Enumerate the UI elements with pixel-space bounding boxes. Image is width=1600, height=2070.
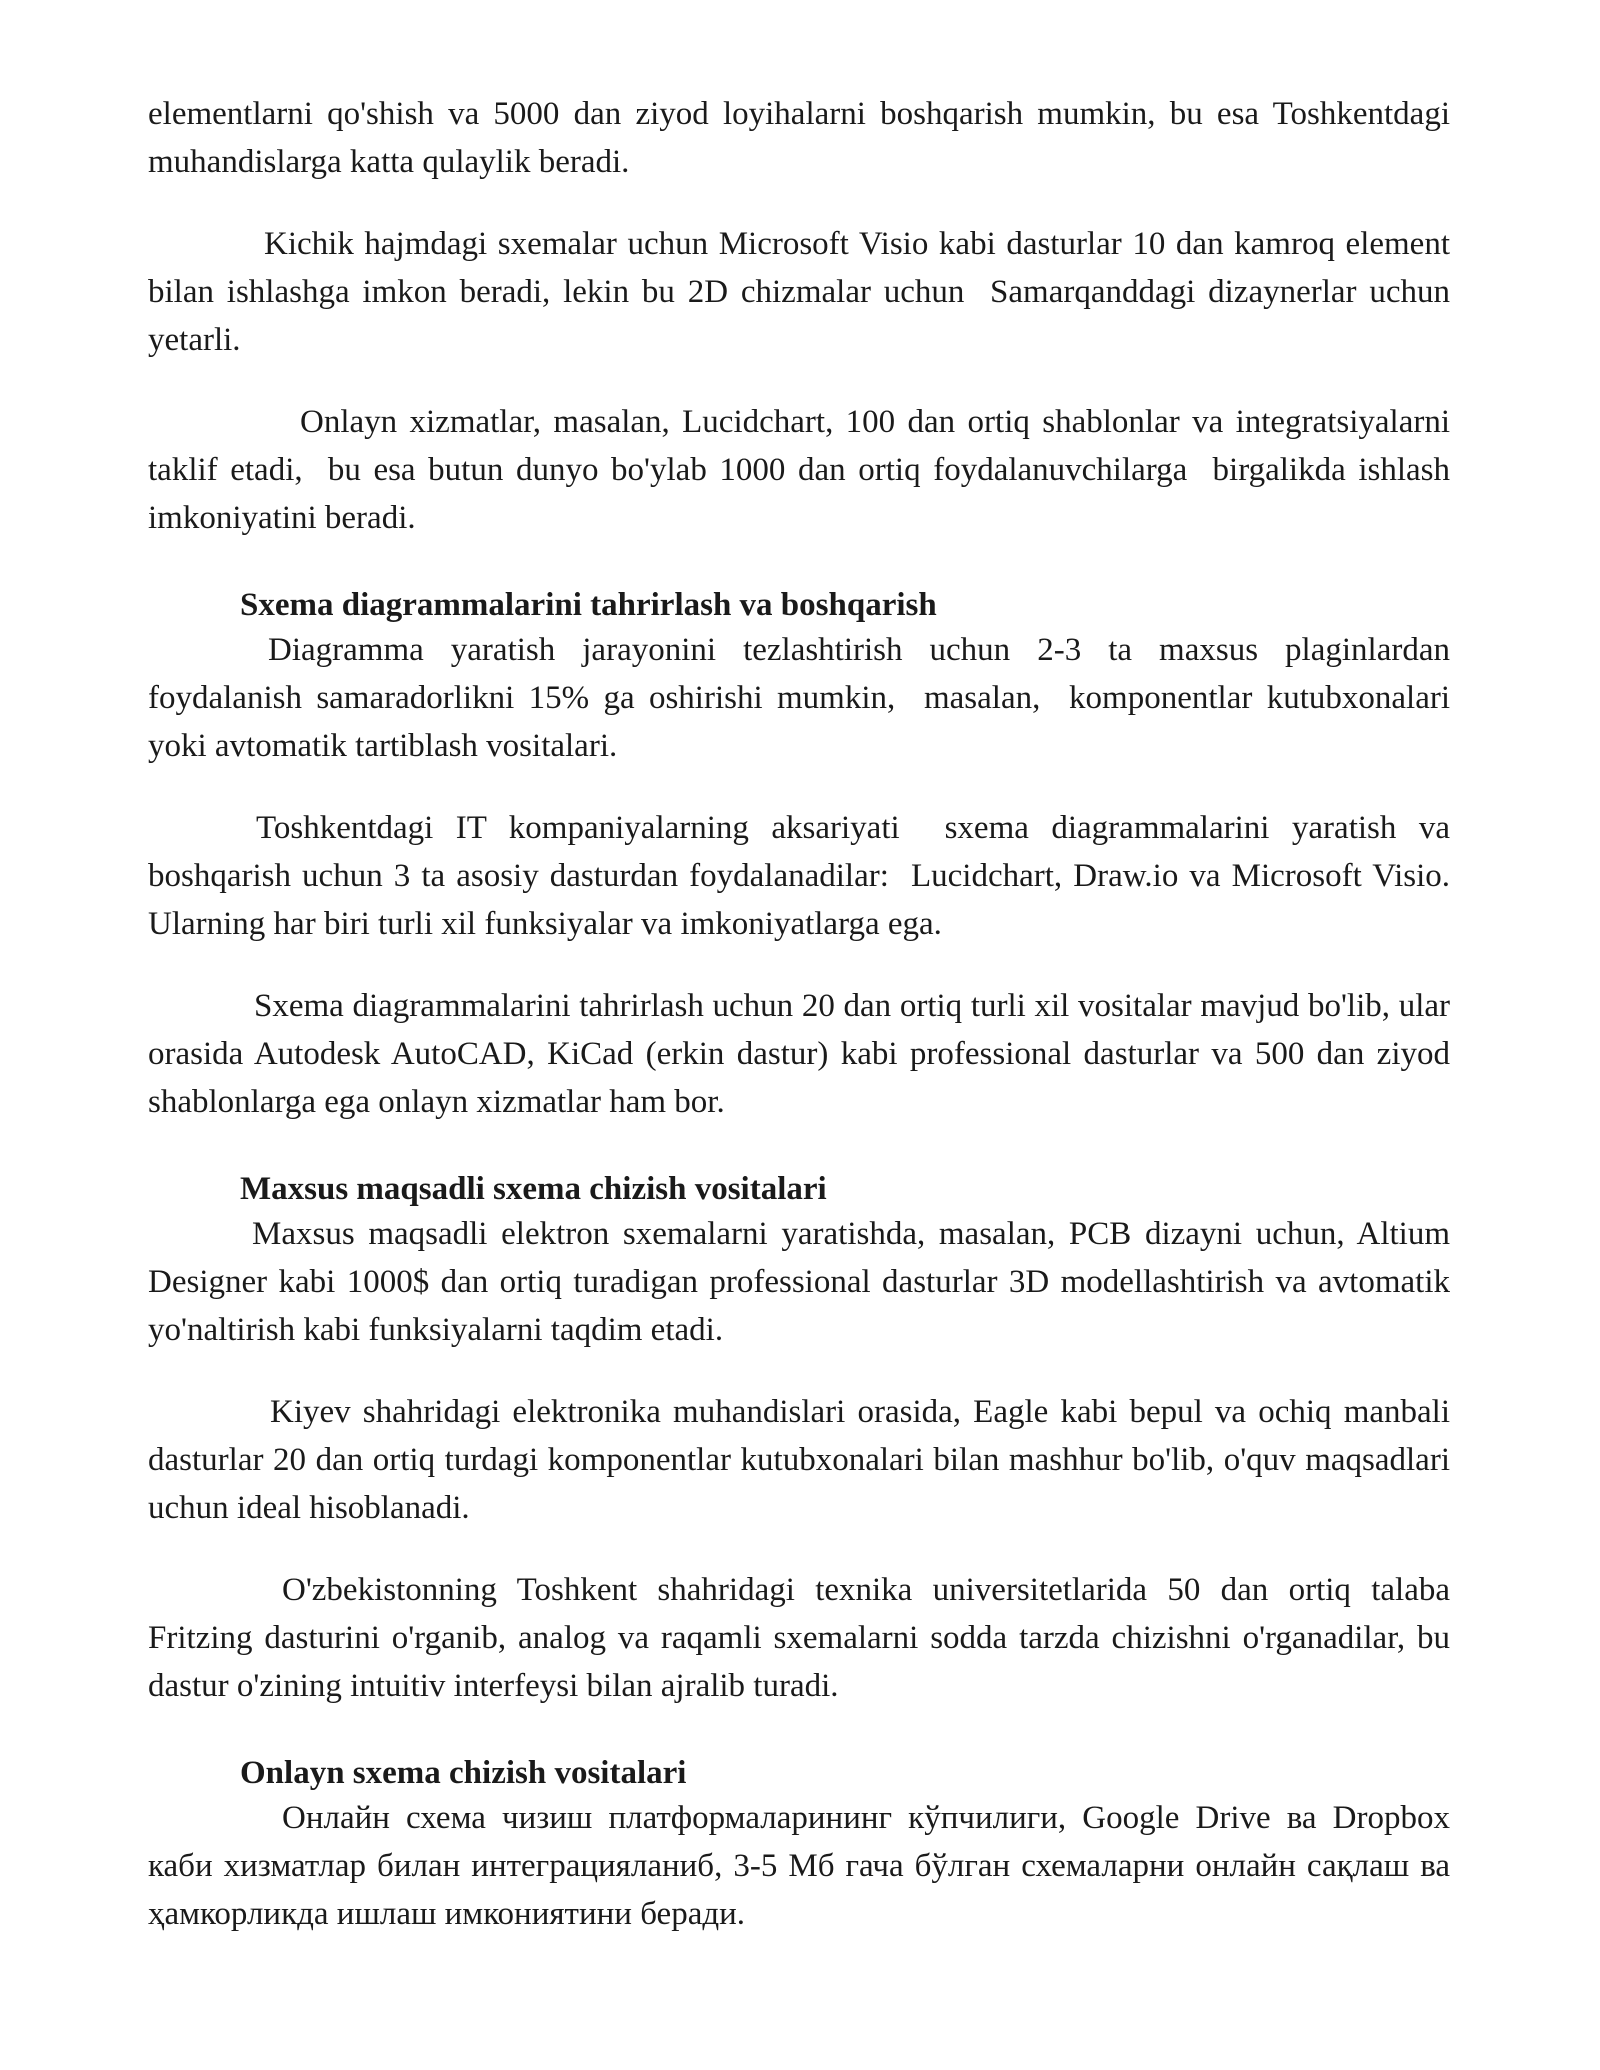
section-heading: Sxema diagrammalarini tahrirlash va boshqarish bbox=[240, 587, 937, 623]
section-heading: Maxsus maqsadli sxema chizish vositalari bbox=[240, 1171, 827, 1207]
paragraph: elementlarni qo'shish va 5000 dan ziyod loyihalarni boshqarish mumkin, bu esa Toshkentdagi muhandislarga katta qulaylik beradi. bbox=[148, 96, 1459, 180]
section-heading: Onlayn sxema chizish vositalari bbox=[240, 1755, 687, 1791]
paragraph: Diagramma yaratish jarayonini tezlashtirish uchun 2-3 ta maxsus plaginlardan foydalanish samaradorlikni 15% ga oshirishi mumkin, masalan, komponentlar kutubxonalari yoki avtomatik tartiblash vositalari. bbox=[148, 632, 1459, 764]
paragraph: O'zbekistonning Toshkent shahridagi texnika universitetlarida 50 dan ortiq talaba Fritzing dasturini o'rganib, analog va raqamli sxemalarni sodda tarzda chizishni o'rganadilar, bu dastur o'zining intuitiv interfeysi bilan ajralib turadi. bbox=[148, 1572, 1459, 1704]
paragraph: Sxema diagrammalarini tahrirlash uchun 20 dan ortiq turli xil vositalar mavjud bo'lib, ular orasida Autodesk AutoCAD, KiCad (erkin dastur) kabi professional dasturlar va 500 dan ziyod shablonlarga ega onlayn xizmatlar ham bor. bbox=[148, 988, 1459, 1120]
document-page bbox=[148, 90, 1467, 1938]
paragraph: Kiyev shahridagi elektronika muhandislari orasida, Eagle kabi bepul va ochiq manbali dasturlar 20 dan ortiq turdagi komponentlar kutubxonalari bilan mashhur bo'lib, o'quv maqsadlari uchun ideal hisoblanadi. bbox=[148, 1394, 1459, 1526]
paragraph: Kichik hajmdagi sxemalar uchun Microsoft Visio kabi dasturlar 10 dan kamroq element bilan ishlashga imkon beradi, lekin bu 2D chizmalar uchun Samarqanddagi dizaynerlar uchun yetarli. bbox=[148, 226, 1459, 358]
paragraph: Онлайн схема чизиш платформаларининг кўпчилиги, Google Drive ва Dropbox каби хизматлар билан интеграцияланиб, 3-5 Мб гача бўлган схемаларни онлайн сақлаш ва ҳамкорликда ишлаш имкониятини беради. bbox=[148, 1800, 1459, 1932]
paragraph: Maxsus maqsadli elektron sxemalarni yaratishda, masalan, PCB dizayni uchun, Altium Designer kabi 1000$ dan ortiq turadigan professional dasturlar 3D modellashtirish va avtomatik yo'naltirish kabi funksiyalarni taqdim etadi. bbox=[148, 1216, 1459, 1348]
paragraph: Onlayn xizmatlar, masalan, Lucidchart, 100 dan ortiq shablonlar va integratsiyalarni taklif etadi, bu esa butun dunyo bo'ylab 1000 dan ortiq foydalanuvchilarga birgalikda ishlash imkoniyatini beradi. bbox=[148, 404, 1459, 536]
paragraph: Toshkentdagi IT kompaniyalarning aksariyati sxema diagrammalarini yaratish va boshqarish uchun 3 ta asosiy dasturdan foydalanadilar: Lucidchart, Draw.io va Microsoft Visio. Ularning har biri turli xil funksiyalar va imkoniyatlarga ega. bbox=[148, 810, 1467, 942]
